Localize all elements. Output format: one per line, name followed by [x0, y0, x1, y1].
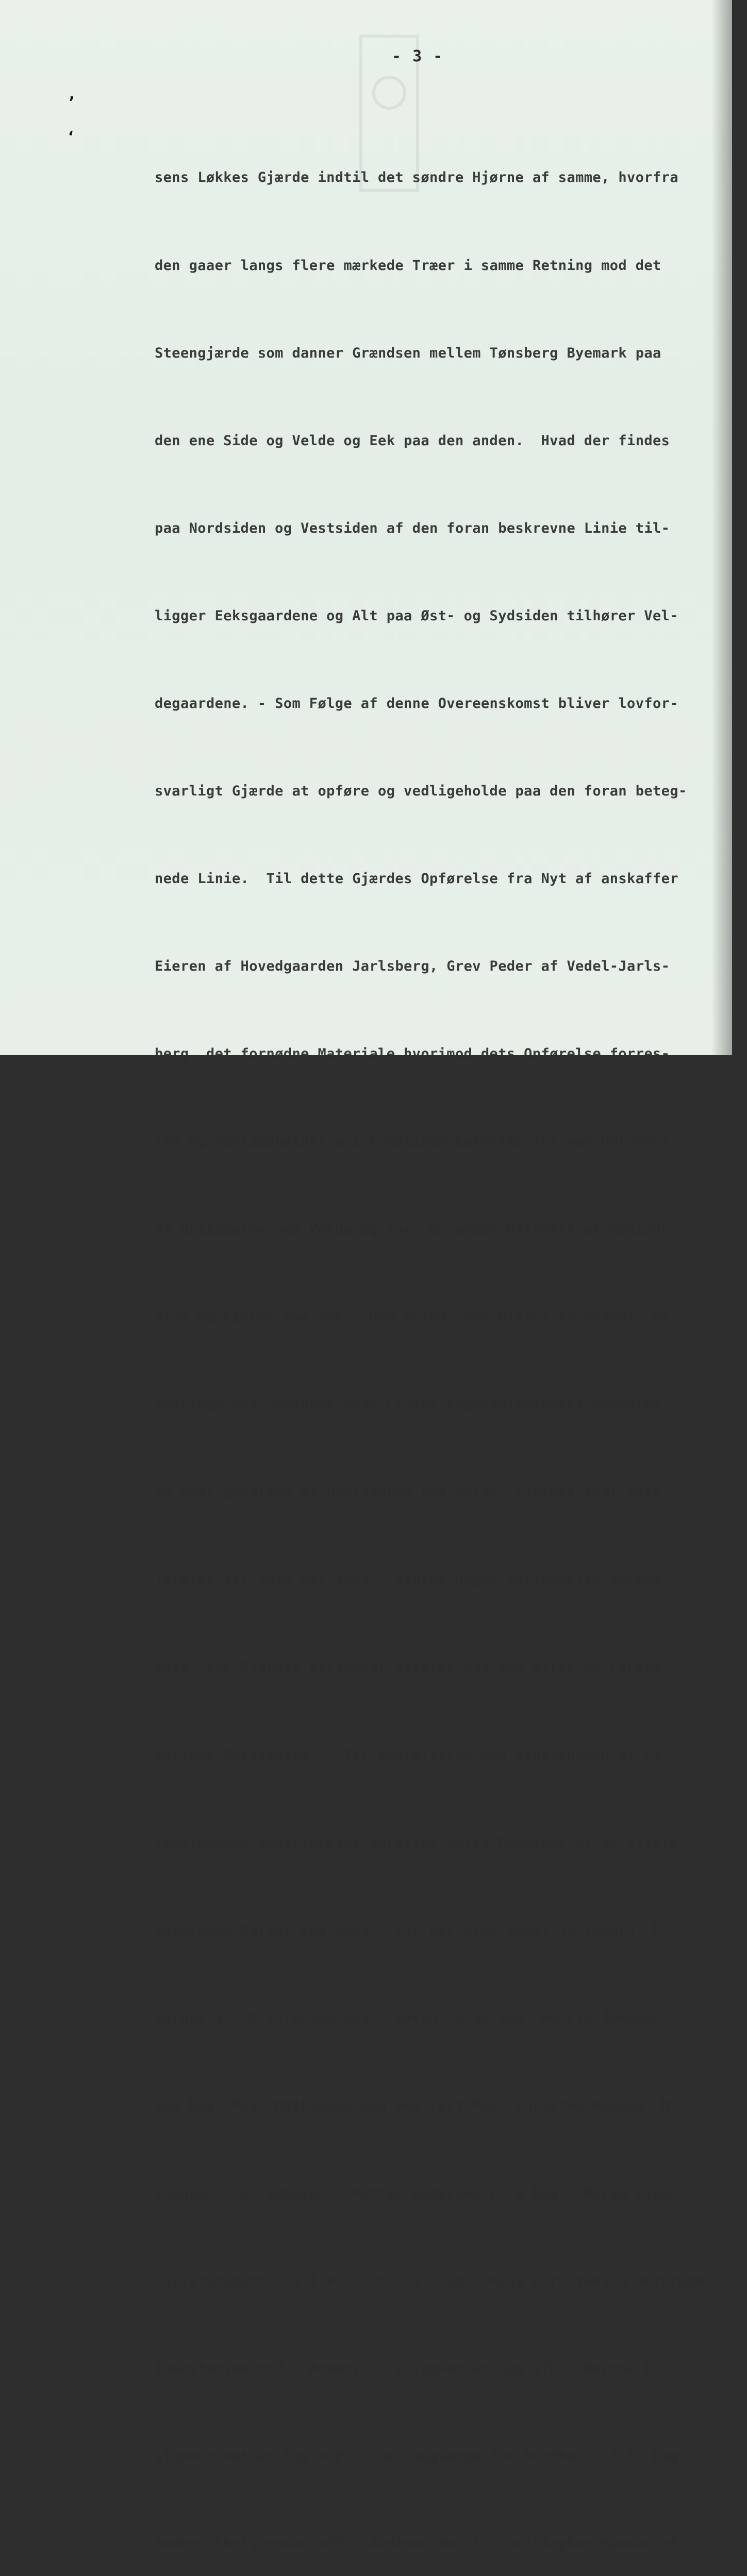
- page-number: - 3 -: [392, 47, 444, 65]
- text-line: svarligt Gjærde at opføre og vedligeholde paa den foran beteg-: [155, 783, 687, 800]
- text-line: deværende Parter saaledes. For Her Grev Vedel Jarlsberg M.: [155, 1922, 670, 1939]
- text-line: ligger Eeksgaardene og Alt paa Øst- og Sydsiden tilhører Vel-: [155, 607, 678, 624]
- typed-text-body: [155, 105, 722, 2576]
- text-line: paa Nordsiden og Vestsiden af den foran beskrevne Linie til-: [155, 520, 670, 536]
- text-line: anbringe ved ovenbeskrevne Linies Begyndelsespunct bekostes: [155, 1396, 661, 1413]
- text-line: og vedligeholdes af Opsidderne paa Velde: Gjærdet skal være: [155, 1484, 661, 1500]
- margin-mark: ʻ: [68, 128, 74, 145]
- text-line: Anders Christensen mfP. Andreas Holst Christopher Hansen af: [155, 2535, 678, 2552]
- page-edge-shadow: [711, 0, 732, 1055]
- text-line: ten og Vedligeholdelse i Fremtiden bekostes for een Halvpart: [155, 1133, 670, 1150]
- text-line: degaardene. - Som Følge af denne Overeenskomst bliver lovfor-: [155, 695, 678, 711]
- text-line: sens Løkkes Gjærde indtil det søndre Hjørne af samme, hvorfra: [155, 170, 678, 186]
- text-line: Thorstensen mfP. Anders Christophersen Eeg mfP. Dorthe Chri-: [155, 2360, 687, 2377]
- text-line: stophersdatter Eeg mfP. Som Laugværge for Dorthe C. I S. Eeg.: [155, 2448, 687, 2464]
- text-line: Steengjærde som danner Grændsen mellem Tønsberg Byemark paa: [155, 345, 661, 361]
- text-line: erne og Eierne paa Eek. Den Grind, som bliver fornødent at: [155, 1309, 670, 1325]
- margin-mark: ,: [69, 86, 75, 103]
- text-line: ranstaaende underskreves derefter dette Decument af de tilste-: [155, 1835, 687, 1851]
- text-line: sen Eeg Poul Mathiasen Eeg med ført Pen Christen Hansen M.: [155, 2097, 678, 2114]
- text-line: meliges Bekostning. - Til Bekræftelse paa Rigtigheden af Fo-: [155, 1747, 670, 1764]
- text-line: berg, det fornødne Materiale hvorimod dets Opførelse forres-: [155, 1046, 670, 1062]
- text-line: Eieren af Hovedgaarden Jarlsberg, Grev Peder af Vedel-Jarls-: [155, 958, 670, 975]
- text-line: den ene Side og Velde og Eek paa den anden. Hvad der findes: [155, 432, 670, 449]
- text-line: nede Linie. Til dette Gjærdes Opførelse fra Nyt af anskaffer: [155, 871, 678, 887]
- text-line: Johnsen. A. Jahnsen. Petter Andersen C D Eeg. Maren Olea: [155, 2185, 670, 2201]
- text-line: skee, kan Gjærdet alligevel opføres paa den eller de Forsøm-: [155, 1659, 670, 1675]
- text-line: Berger S. Christensen Eeg. Søren Torgersen Henrik Johanne-: [155, 2010, 670, 2026]
- text-line: færdigt til 3die Mai 1860. Skulde nogen Forsømmelse hermed: [155, 1571, 661, 1588]
- text-line: af Opsidderne paa Velde og for en anden Halvpart af Opsidd-: [155, 1221, 670, 1238]
- text-line: Christensdatter m.f.P. Ch. I. Eeg. Hans Christensen Herbrand: [155, 2273, 704, 2289]
- text-line: den gaaer langs flere mærkede Træer i samme Retning mod det: [155, 257, 661, 274]
